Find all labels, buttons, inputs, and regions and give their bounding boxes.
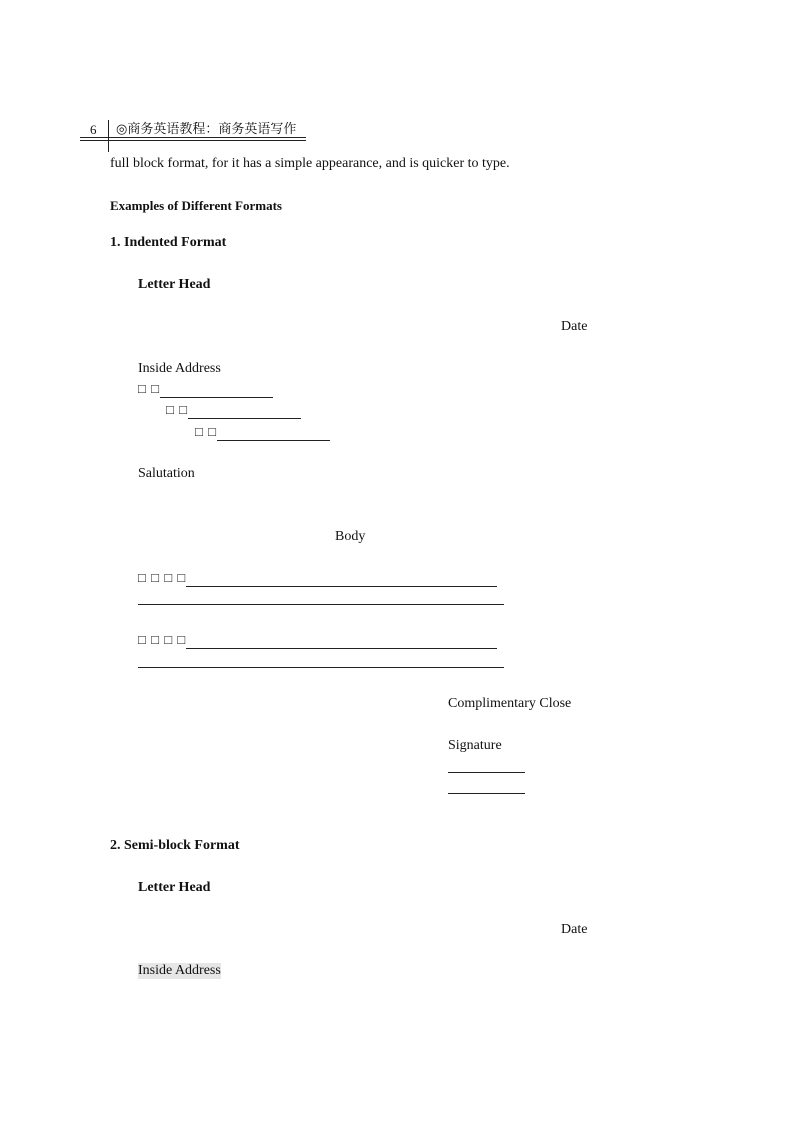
semi-block-date: Date [561,922,588,937]
body-blank-line [186,635,497,649]
signature-line-1 [448,772,525,773]
address-blank-line [160,384,273,398]
address-placeholder-boxes: □ □ [166,402,188,417]
indented-inside-address: Inside Address [138,361,221,376]
indented-letter-head: Letter Head [138,277,211,292]
intro-paragraph: full block format, for it has a simple appearance, and is quicker to type. [110,156,510,171]
paragraph-placeholder-boxes: □ □ □ □ [138,570,187,585]
address-blank-line [217,427,330,441]
address-line-3 [195,424,330,441]
semi-block-format-title: 2. Semi-block Format [110,838,240,853]
indented-date: Date [561,319,588,334]
header-rule-top [80,137,306,138]
body-paragraph-1-line-1 [138,570,497,587]
indented-format-title: 1. Indented Format [110,235,227,250]
header-vertical-rule [108,120,109,152]
address-line-1 [138,381,273,398]
indented-body-label: Body [335,529,366,544]
indented-complimentary-close: Complimentary Close [448,696,572,711]
semi-block-inside-address: Inside Address [138,963,221,978]
signature-line-2 [448,793,525,794]
body-blank-line [186,573,497,587]
address-line-2 [166,402,301,419]
body-paragraph-1-line-2 [138,604,504,605]
body-paragraph-2-line-2 [138,667,504,668]
semi-block-letter-head: Letter Head [138,880,211,895]
running-title: ◎商务英语教程：商务英语写作 [116,121,297,136]
body-paragraph-2-line-1 [138,632,497,649]
header-rule-bottom [80,140,306,141]
section-heading: Examples of Different Formats [110,198,282,213]
page-number: 6 [90,122,97,137]
address-placeholder-boxes: □ □ [138,381,160,396]
indented-salutation: Salutation [138,466,195,481]
address-placeholder-boxes: □ □ [195,424,217,439]
address-blank-line [188,405,301,419]
indented-signature: Signature [448,738,502,753]
paragraph-placeholder-boxes: □ □ □ □ [138,632,187,647]
